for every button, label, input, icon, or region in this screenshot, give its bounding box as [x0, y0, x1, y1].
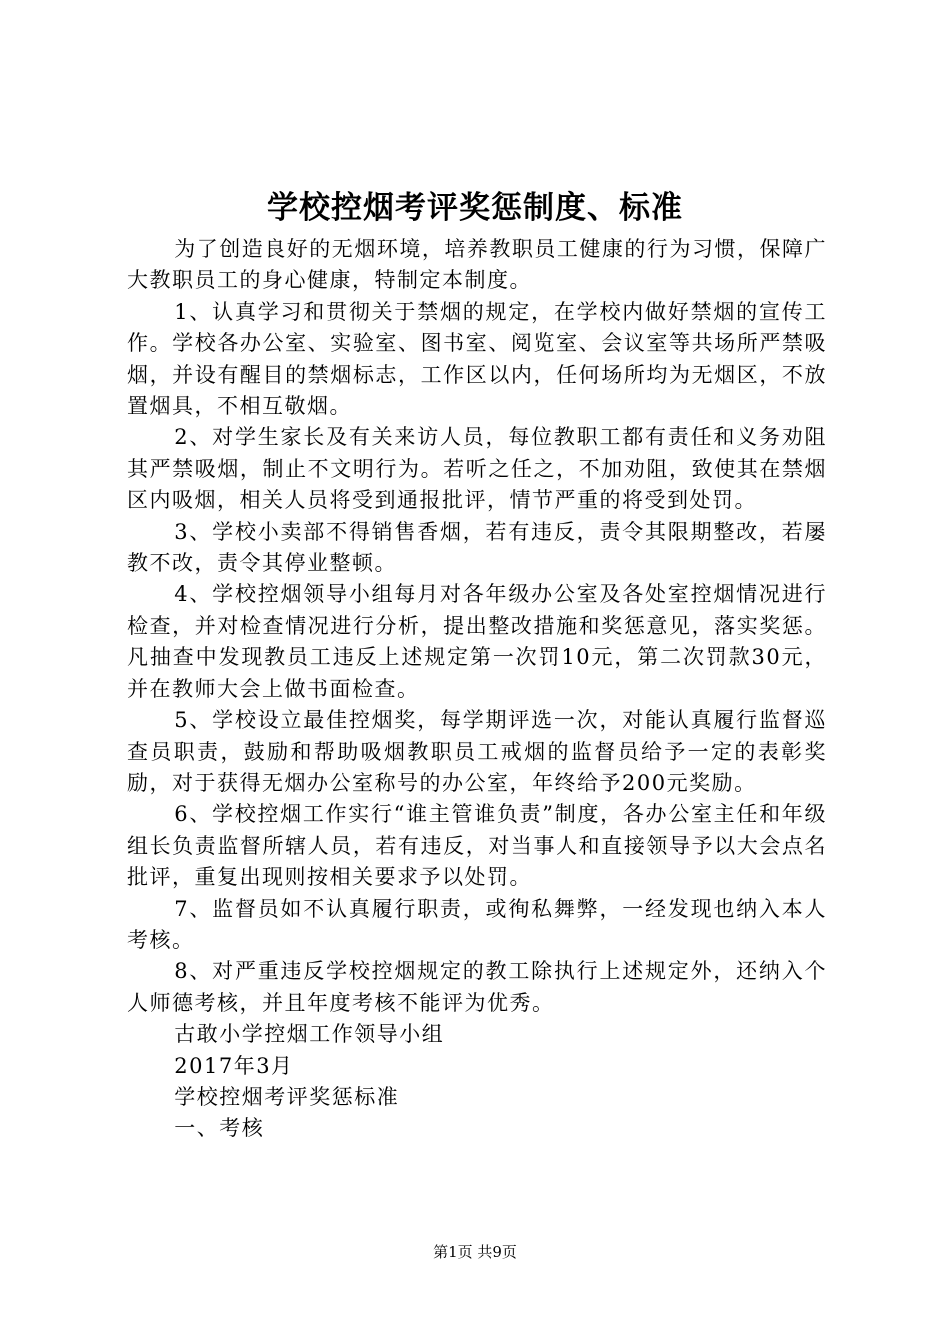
- rule-4-paragraph: 4、学校控烟领导小组每月对各年级办公室及各处室控烟情况进行检查，并对检查情况进行分析，提出整改措施和奖惩意见，落实奖惩。凡抽查中发现教员工违反上述规定第一次罚10元，第二次罚款30元，并在教师大会上做书面检查。: [127, 582, 827, 701]
- intro-paragraph: 为了创造良好的无烟环境，培养教职员工健康的行为习惯，保障广大教职员工的身心健康，特制定本制度。: [127, 237, 827, 293]
- rule-5-paragraph: 5、学校设立最佳控烟奖，每学期评选一次，对能认真履行监督巡查员职责，鼓励和帮助吸烟教职员工戒烟的监督员给予一定的表彰奖励，对于获得无烟办公室称号的办公室，年终给予200元奖励。: [127, 708, 827, 795]
- subsection-heading: 一、考核: [174, 1116, 265, 1141]
- rule-6-paragraph: 6、学校控烟工作实行“谁主管谁负责”制度，各办公室主任和年级组长负责监督所辖人员，若有违反，对当事人和直接领导予以大会点名批评，重复出现则按相关要求予以处罚。: [127, 802, 827, 890]
- rule-2-paragraph: 2、对学生家长及有关来访人员，每位教职工都有责任和义务劝阻其严禁吸烟，制止不文明行为。若听之任之，不加劝阻，致使其在禁烟区内吸烟，相关人员将受到通报批评，情节严重的将受到处罚。: [127, 425, 827, 513]
- document-body: [127, 234, 827, 1145]
- rule-8-paragraph: 8、对严重违反学校控烟规定的教工除执行上述规定外，还纳入个人师德考核，并且年度考核不能评为优秀。: [127, 959, 827, 1015]
- rule-7-paragraph: 7、监督员如不认真履行职责，或徇私舞弊，一经发现也纳入本人考核。: [127, 896, 827, 952]
- page-footer: 第1页 共9页: [433, 1243, 517, 1261]
- rule-3-paragraph: 3、学校小卖部不得销售香烟，若有违反，责令其限期整改，若屡教不改，责令其停业整顿。: [127, 519, 827, 576]
- signature-line: 古敢小学控烟工作领导小组: [174, 1022, 445, 1047]
- rule-1-paragraph: 1、认真学习和贯彻关于禁烟的规定，在学校内做好禁烟的宣传工作。学校各办公室、实验室、图书室、阅览室、会议室等共场所严禁吸烟，并设有醒目的禁烟标志，工作区以内，任何场所均为无烟区，不放置烟具，不相互敬烟。: [127, 299, 827, 419]
- document-title: 学校控烟考评奖惩制度、标准: [267, 190, 683, 226]
- date-line: 2017年3月: [174, 1053, 294, 1078]
- section-heading: 学校控烟考评奖惩标准: [174, 1084, 400, 1109]
